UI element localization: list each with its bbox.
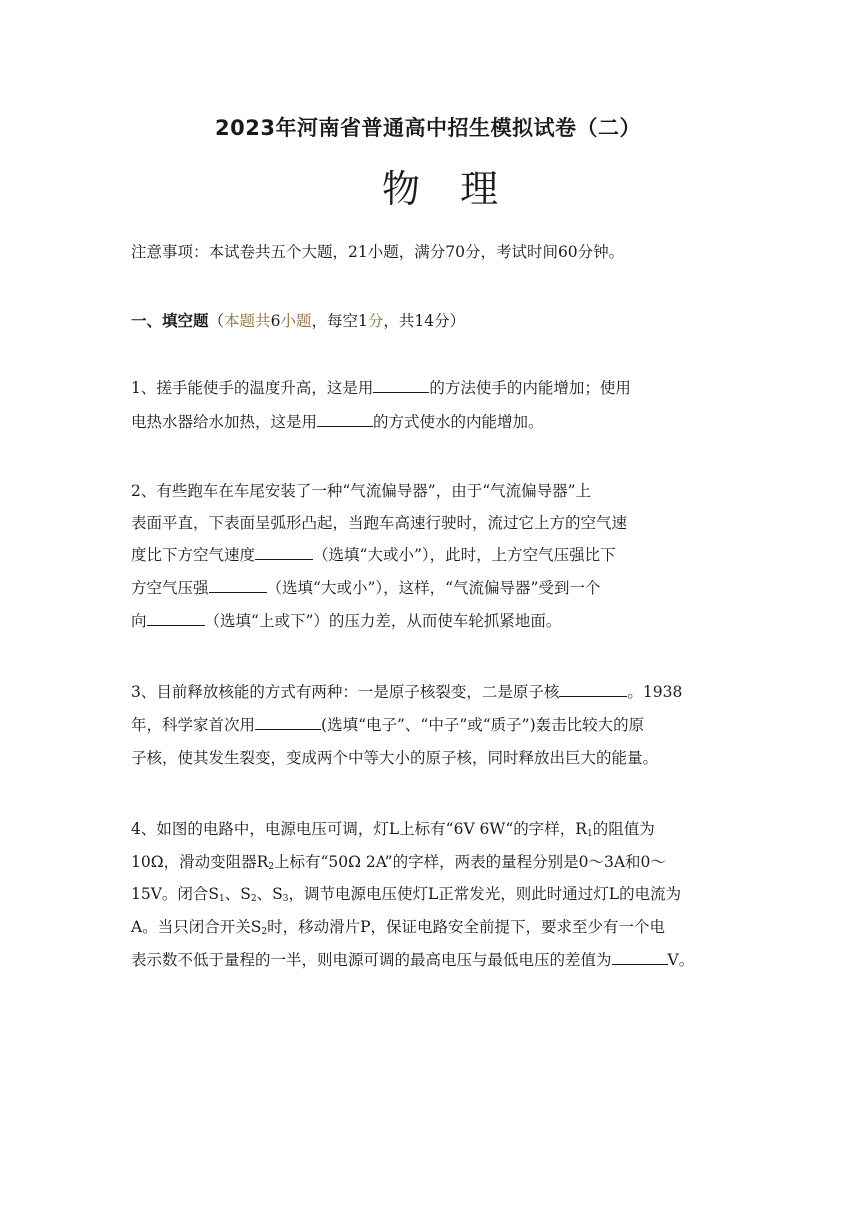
section-desc-a: 本题共 (224, 312, 271, 330)
notice: 注意事项：本试卷共五个大题，21小题，满分70分，考试时间60分钟。 (131, 243, 625, 261)
q1-text: 电热水器给水加热，这是用 (131, 413, 318, 431)
q3-text: 。1938 (627, 683, 683, 701)
q4-line-5 (131, 948, 694, 970)
subscript: 2 (261, 927, 268, 937)
section-desc-d: ，每空 (311, 312, 358, 330)
section-heading (131, 309, 465, 331)
subscript: 3 (282, 894, 289, 904)
q2-line-2: 表面平直，下表面呈弧形凸起，当跑车高速行驶时，流过它上方的空气速 (131, 514, 628, 532)
q4-text: 10Ω，滑动变阻器R (131, 853, 269, 871)
section-desc-open: （ (208, 312, 225, 330)
q4-text: 15V。闭合S (131, 885, 220, 903)
q4-text: 上标有“50Ω 2A”的字样，两表的量程分别是0～3A和0～ (273, 853, 666, 871)
q4-text: 、S (256, 885, 283, 903)
q2-text: 方空气压强 (131, 579, 209, 597)
q4-text: 时，移动滑片P，保证电路安全前提下，要求至少有一个电 (267, 918, 665, 936)
answer-blank[interactable] (255, 545, 313, 560)
q3-line-2 (131, 713, 644, 735)
q3-text: 3、目前释放核能的方式有两种：一是原子核裂变，二是原子核 (131, 683, 560, 701)
q1-line-1 (131, 376, 631, 398)
subject-title: 物 理 (382, 167, 513, 211)
q2-line-3 (131, 543, 616, 565)
answer-blank[interactable] (147, 611, 205, 626)
q4-text: V。 (667, 951, 695, 969)
q2-text: 度比下方空气速度 (131, 546, 256, 564)
section-desc-g: ，共14分） (383, 312, 466, 330)
q2-text: （选填“上或下”）的压力差，从而使车轮抓紧地面。 (204, 612, 562, 630)
exam-title: 2023年河南省普通高中招生模拟试卷（二） (215, 116, 641, 140)
q4-text: A。当只闭合开关S (131, 918, 262, 936)
answer-blank[interactable] (255, 715, 321, 730)
q1-text: 的方法使手的内能增加；使用 (429, 379, 631, 397)
subscript: 2 (250, 894, 257, 904)
section-desc-c: 小题 (280, 312, 312, 330)
q3-text: 年，科学家首次用 (131, 716, 256, 734)
q3-text: (选填“电子”、“中子”或“质子”)轰击比较大的原 (321, 716, 645, 734)
q4-text: 4、如图的电路中，电源电压可调，灯L上标有“6V 6W“的字样，R (131, 820, 587, 838)
q3-line-1 (131, 680, 682, 702)
q4-text: 的阻值为 (592, 820, 655, 838)
q2-text: 向 (131, 612, 147, 630)
q4-line-3 (131, 882, 681, 904)
subscript: 2 (268, 862, 274, 872)
q1-text: 的方式使水的内能增加。 (373, 413, 544, 431)
q2-line-4 (131, 576, 600, 598)
q3-line-3: 子核，使其发生裂变，变成两个中等大小的原子核，同时释放出巨大的能量。 (131, 749, 659, 767)
q1-line-2 (131, 410, 544, 432)
answer-blank[interactable] (612, 950, 668, 965)
subscript: 1 (219, 894, 225, 904)
answer-blank[interactable] (317, 412, 373, 427)
q4-line-2 (131, 850, 666, 872)
q4-line-4 (131, 915, 665, 937)
section-desc-f: 分 (367, 312, 384, 330)
answer-blank[interactable] (559, 682, 627, 697)
section-desc-b: 6 (270, 312, 281, 330)
q2-line-5 (131, 609, 561, 631)
q4-text: 表示数不低于量程的一半，则电源可调的最高电压与最低电压的差值为 (131, 951, 612, 969)
section-name: 填空题 (162, 311, 209, 330)
subscript: 1 (586, 829, 593, 839)
section-desc-e: 1 (357, 312, 368, 330)
q4-text: 、S (224, 885, 251, 903)
answer-blank[interactable] (373, 378, 429, 393)
q4-line-1 (131, 817, 655, 839)
answer-blank[interactable] (209, 578, 267, 593)
q1-text: 1、搓手能使手的温度升高，这是用 (131, 379, 374, 397)
q2-line-1: 2、有些跑车在车尾安装了一种“气流偏导器”，由于“气流偏导器”上 (131, 482, 592, 500)
section-number: 一、 (131, 311, 163, 330)
q4-text: ，调节电源电压使灯L正常发光，则此时通过灯L的电流为 (288, 885, 682, 903)
q2-text: （选填“大或小”），这样，“气流偏导器”受到一个 (266, 579, 601, 597)
q2-text: （选填“大或小”），此时，上方空气压强比下 (313, 546, 616, 564)
